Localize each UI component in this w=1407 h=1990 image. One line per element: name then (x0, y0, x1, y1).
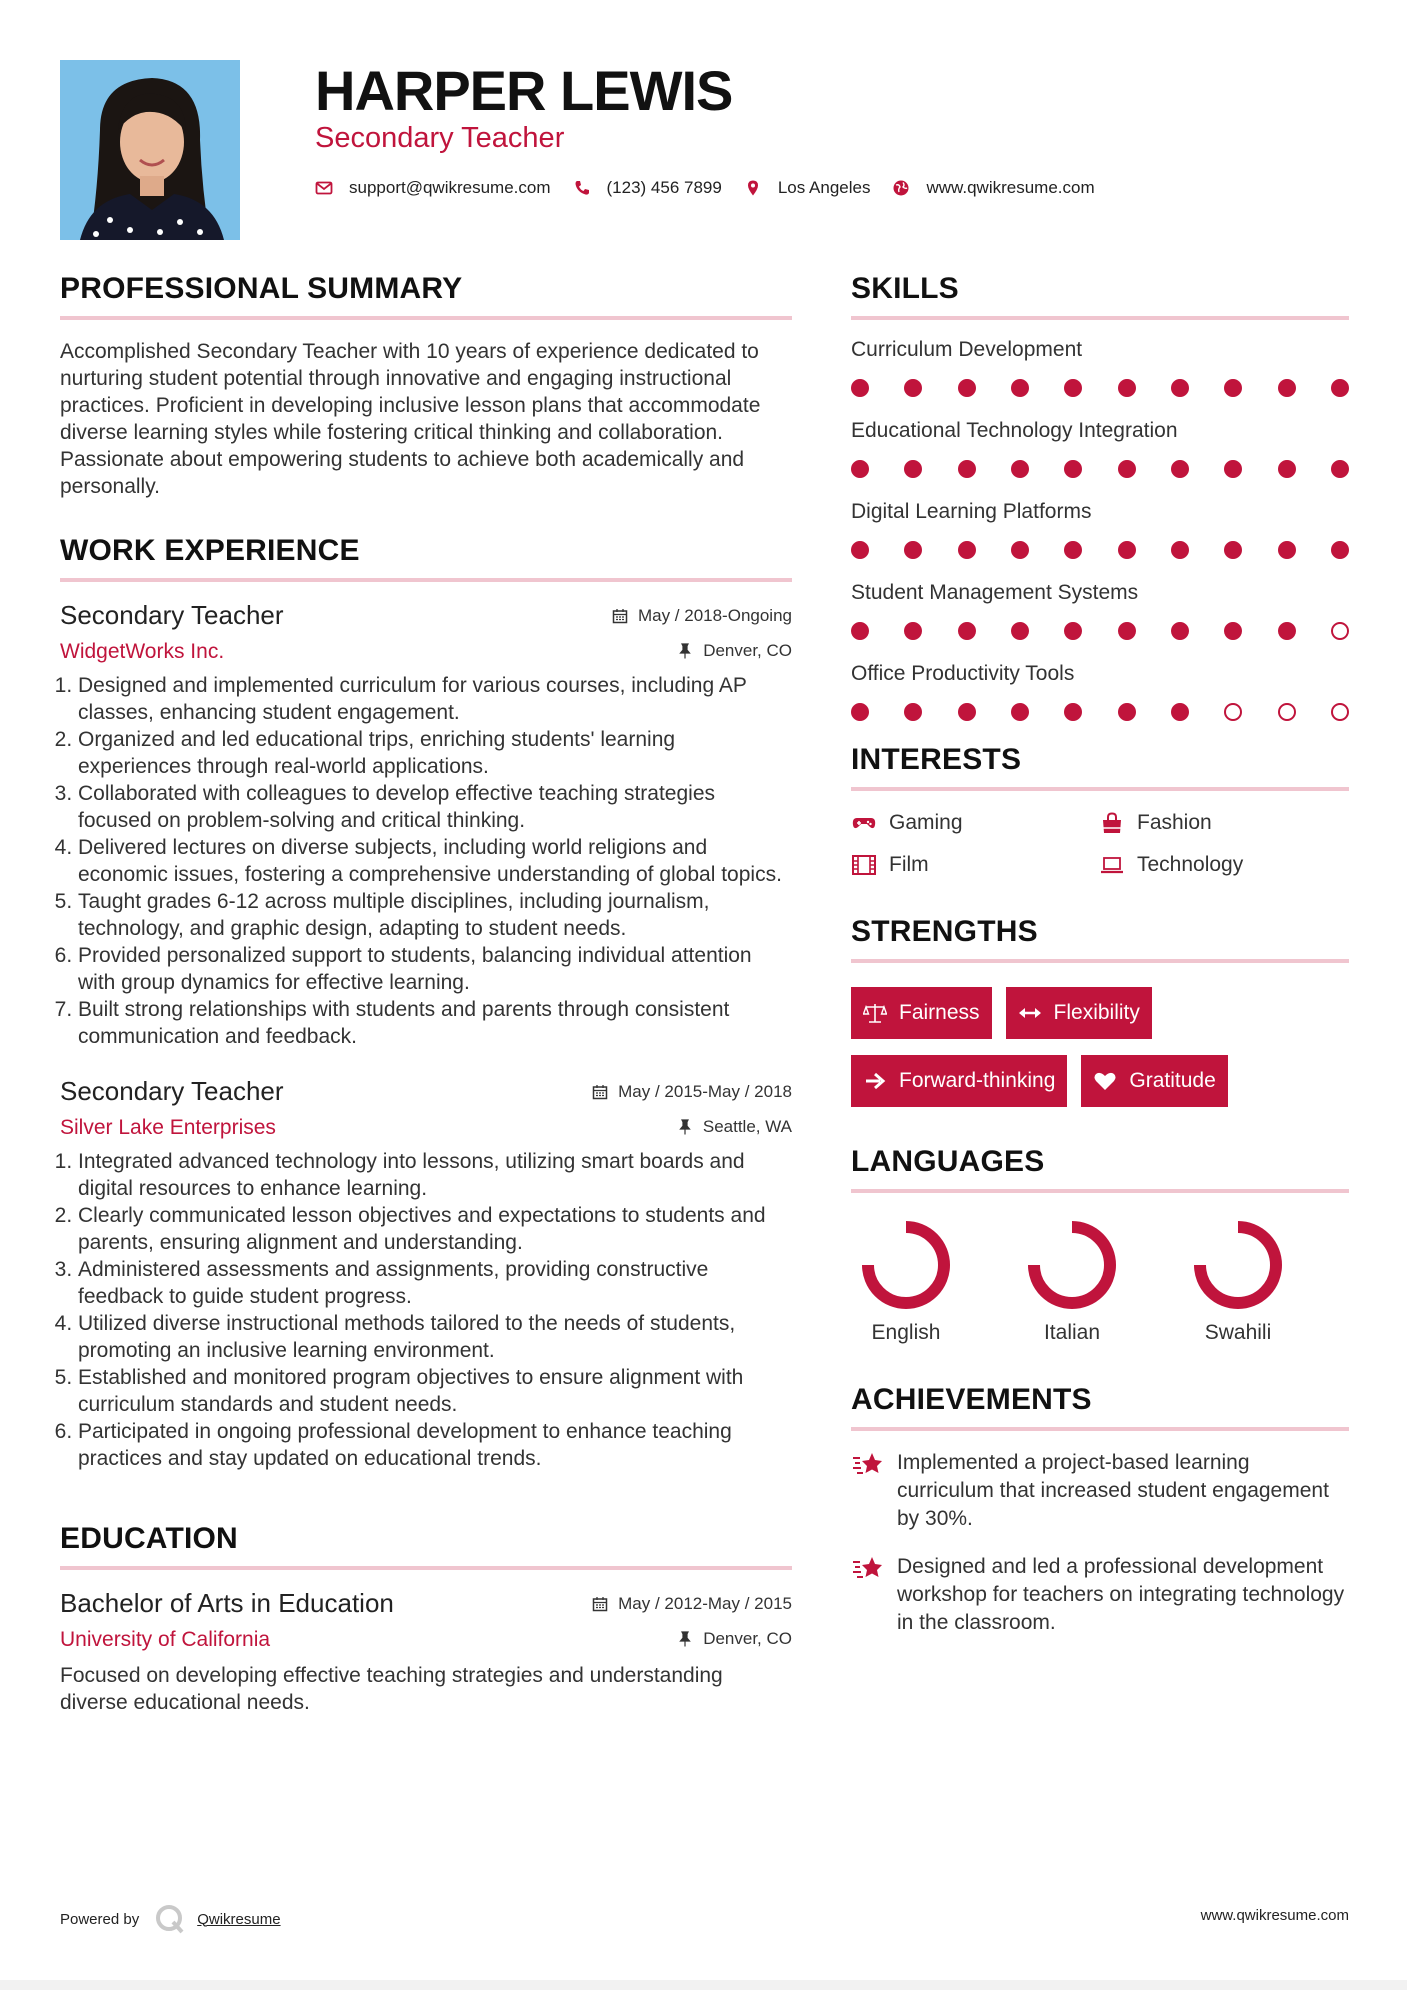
duty-item: 2. Clearly communicated lesson objectives and expectations to students and parents, ensuring alignment and understanding. (78, 1202, 792, 1256)
job-location: Denver, CO (677, 641, 792, 661)
duty-item: 5. Taught grades 6-12 across multiple disciplines, including journalism, technology, and graphic design, adapting to student needs. (78, 888, 792, 942)
skills-list (851, 338, 1349, 723)
rating-dot-filled (1331, 379, 1349, 397)
rating-dot-empty (1278, 703, 1296, 721)
rating-dot-filled (958, 703, 976, 721)
job-company: WidgetWorks Inc. (60, 640, 225, 663)
skill-name: Curriculum Development (851, 338, 1083, 361)
rating-dot-filled (958, 622, 976, 640)
heart-icon (1093, 1070, 1117, 1092)
rating-dot-filled (1171, 379, 1189, 397)
work-heading: WORK EXPERIENCE (60, 534, 792, 582)
interest-item: Gaming (851, 811, 1099, 835)
rating-dot-filled (1278, 622, 1296, 640)
job-duties (60, 672, 792, 1050)
bottom-strip (0, 1980, 1407, 1990)
gamepad-icon (851, 812, 877, 834)
qwikresume-logo-icon (153, 1902, 187, 1936)
rating-dot-filled (1011, 379, 1029, 397)
rating-dot-filled (1278, 379, 1296, 397)
pushpin-icon (677, 643, 693, 659)
calendar-icon (592, 1596, 608, 1612)
achievement-item: Implemented a project-based learning curriculum that increased student engagement by 30%. (851, 1449, 1349, 1533)
contact-location (744, 178, 871, 198)
right-column (851, 272, 1349, 1637)
language-name: Swahili (1204, 1321, 1272, 1344)
rating-dot-filled (1118, 622, 1136, 640)
contact-phone[interactable] (573, 178, 722, 198)
job-duties (60, 1148, 792, 1472)
job-company: Silver Lake Enterprises (60, 1116, 276, 1139)
footer-powered-by (60, 1902, 281, 1936)
language-item (851, 1215, 1017, 1345)
languages-list (851, 1215, 1349, 1345)
rating-dot-filled (851, 541, 869, 559)
left-column (60, 272, 792, 1716)
rating-dot-filled (1331, 460, 1349, 478)
language-proficiency-arc (868, 1227, 944, 1303)
rating-dot-filled (958, 379, 976, 397)
skill-rating (851, 460, 1349, 480)
skill-name: Digital Learning Platforms (851, 500, 1092, 523)
skill-name: Student Management Systems (851, 581, 1139, 604)
duty-item: 4. Utilized diverse instructional methods tailored to the needs of students, promoting an inclusive learning environment. (78, 1310, 792, 1364)
summary-heading: PROFESSIONAL SUMMARY (60, 272, 792, 320)
shopping-bag-icon (1099, 812, 1125, 834)
duty-item: 6. Participated in ongoing professional development to enhance teaching practices and stay updated on educational trends. (78, 1418, 792, 1472)
rating-dot-filled (1011, 703, 1029, 721)
education-entry (60, 1588, 792, 1716)
skill-name: Office Productivity Tools (851, 662, 1075, 685)
globe-icon (892, 179, 910, 197)
footer-url[interactable]: www.qwikresume.com (1200, 1907, 1349, 1924)
rating-dot-filled (1064, 703, 1082, 721)
rating-dot-filled (1118, 460, 1136, 478)
arrow-right-icon (863, 1070, 887, 1092)
pushpin-icon (677, 1631, 693, 1647)
summary-text: Accomplished Secondary Teacher with 10 years of experience dedicated to nurturing student potential through innovative and engaging instructional practices. Proficient in developing inclusive lesson plans that accommodate diverse learning styles while fostering critical thinking and collaboration. Passionate about empowering students to achieve both academically and personally. (60, 340, 761, 498)
language-proficiency-ring (1022, 1215, 1122, 1315)
skill-item (851, 500, 1349, 561)
duty-item: 1. Designed and implemented curriculum for various courses, including AP classes, enhancing student engagement. (78, 672, 792, 726)
rating-dot-filled (1064, 541, 1082, 559)
rating-dot-filled (958, 460, 976, 478)
languages-section (851, 1145, 1349, 1345)
envelope-icon (315, 179, 333, 197)
achievement-item: Designed and led a professional development workshop for teachers on integrating technology in the classroom. (851, 1553, 1349, 1637)
phone-icon (573, 179, 591, 197)
duty-item: 7. Built strong relationships with students and parents through consistent communication and feedback. (78, 996, 792, 1050)
strengths-section (851, 915, 1349, 1123)
rating-dot-filled (851, 703, 869, 721)
powered-by-label: Powered by (60, 1910, 140, 1928)
duty-item: 3. Administered assessments and assignments, providing constructive feedback to guide student progress. (78, 1256, 792, 1310)
rating-dot-filled (1011, 622, 1029, 640)
achievements-section (851, 1383, 1349, 1637)
rating-dot-filled (1278, 541, 1296, 559)
duty-item: 1. Integrated advanced technology into lessons, utilizing smart boards and digital resources to enhance learning. (78, 1148, 792, 1202)
skill-item (851, 338, 1349, 399)
skills-section (851, 272, 1349, 723)
strength-tag: Forward-thinking (851, 1055, 1067, 1107)
duty-item: 3. Collaborated with colleagues to develop effective teaching strategies focused on problem-solving and critical thinking. (78, 780, 792, 834)
rating-dot-filled (1064, 379, 1082, 397)
rating-dot-filled (1224, 460, 1242, 478)
rating-dot-filled (958, 541, 976, 559)
interest-item: Technology (1099, 853, 1349, 877)
degree: Bachelor of Arts in Education (60, 1588, 394, 1618)
skill-rating (851, 622, 1349, 642)
language-name: English (871, 1321, 941, 1344)
rating-dot-filled (1011, 460, 1029, 478)
arrows-horizontal-icon (1018, 1002, 1042, 1024)
laptop-icon (1099, 854, 1125, 876)
language-name: Italian (1043, 1321, 1101, 1344)
education-heading: EDUCATION (60, 1522, 792, 1570)
job-role: Secondary Teacher (60, 1076, 284, 1106)
skill-name: Educational Technology Integration (851, 419, 1178, 442)
rating-dot-filled (1171, 460, 1189, 478)
interest-item: Film (851, 853, 1099, 877)
school: University of California (60, 1628, 271, 1651)
education-description: Focused on developing effective teaching strategies and understanding diverse educational needs. (60, 1664, 723, 1714)
candidate-title: Secondary Teacher (315, 122, 565, 154)
duty-item: 6. Provided personalized support to students, balancing individual attention with group dynamics for effective learning. (78, 942, 792, 996)
duty-item: 2. Organized and led educational trips, enriching students' learning experiences through real-world applications. (78, 726, 792, 780)
rating-dot-filled (1331, 541, 1349, 559)
summary-section (60, 272, 792, 500)
language-proficiency-arc (1200, 1227, 1276, 1303)
rating-dot-empty (1224, 703, 1242, 721)
rating-dot-filled (1118, 703, 1136, 721)
calendar-icon (612, 608, 628, 624)
rating-dot-empty (1331, 622, 1349, 640)
qwikresume-link[interactable]: Qwikresume (197, 1910, 281, 1928)
interest-item: Fashion (1099, 811, 1349, 835)
rating-dot-filled (904, 541, 922, 559)
interests-section (851, 743, 1349, 877)
rating-dot-filled (1118, 379, 1136, 397)
calendar-icon (592, 1084, 608, 1100)
education-section (60, 1522, 792, 1716)
skill-rating (851, 541, 1349, 561)
phone-text: (123) 456 7899 (606, 178, 722, 197)
duty-item: 5. Established and monitored program objectives to ensure alignment with curriculum standards and student needs. (78, 1364, 792, 1418)
star-award-icon (851, 1553, 885, 1583)
strengths-heading: STRENGTHS (851, 915, 1349, 963)
rating-dot-filled (851, 622, 869, 640)
language-proficiency-ring (856, 1215, 956, 1315)
duty-item: 4. Delivered lectures on diverse subjects, including world religions and economic issues, fostering a comprehensive understanding of global topics. (78, 834, 792, 888)
rating-dot-filled (904, 460, 922, 478)
contact-bar (315, 178, 1117, 198)
rating-dot-filled (1224, 622, 1242, 640)
education-location: Denver, CO (677, 1629, 792, 1649)
language-item (1183, 1215, 1349, 1345)
rating-dot-filled (904, 622, 922, 640)
rating-dot-filled (1011, 541, 1029, 559)
rating-dot-filled (1278, 460, 1296, 478)
location-text: Los Angeles (777, 178, 871, 197)
education-date: May / 2012-May / 2015 (592, 1594, 792, 1614)
skill-item (851, 662, 1349, 723)
rating-dot-filled (904, 703, 922, 721)
rating-dot-filled (1064, 622, 1082, 640)
rating-dot-filled (1224, 379, 1242, 397)
pushpin-icon (677, 1119, 693, 1135)
rating-dot-empty (1331, 703, 1349, 721)
job-date: May / 2018-Ongoing (612, 606, 792, 626)
job-entry (60, 600, 792, 1050)
skill-rating (851, 379, 1349, 399)
rating-dot-filled (1224, 541, 1242, 559)
contact-website[interactable] (892, 178, 1094, 198)
strength-tag: Flexibility (1006, 987, 1152, 1039)
star-award-icon (851, 1449, 885, 1479)
film-icon (851, 854, 877, 876)
rating-dot-filled (1171, 622, 1189, 640)
interests-heading: INTERESTS (851, 743, 1349, 791)
job-date: May / 2015-May / 2018 (592, 1082, 792, 1102)
skills-heading: SKILLS (851, 272, 1349, 320)
rating-dot-filled (1171, 703, 1189, 721)
rating-dot-filled (1171, 541, 1189, 559)
map-pin-icon (744, 179, 762, 197)
balance-scale-icon (863, 1002, 887, 1024)
job-location: Seattle, WA (677, 1117, 792, 1137)
profile-photo (60, 60, 240, 240)
job-entry (60, 1076, 792, 1472)
strength-tag: Fairness (851, 987, 992, 1039)
achievements-heading: ACHIEVEMENTS (851, 1383, 1349, 1431)
languages-heading: LANGUAGES (851, 1145, 1349, 1193)
website-text: www.qwikresume.com (926, 178, 1095, 197)
candidate-name: HARPER LEWIS (315, 59, 733, 122)
skill-item (851, 581, 1349, 642)
rating-dot-filled (904, 379, 922, 397)
job-role: Secondary Teacher (60, 600, 284, 630)
skill-item (851, 419, 1349, 480)
rating-dot-filled (851, 379, 869, 397)
strength-tag: Gratitude (1081, 1055, 1227, 1107)
language-proficiency-arc (1034, 1227, 1110, 1303)
email-text: support@qwikresume.com (349, 178, 551, 197)
skill-rating (851, 703, 1349, 723)
rating-dot-filled (1118, 541, 1136, 559)
language-item (1017, 1215, 1183, 1345)
rating-dot-filled (851, 460, 869, 478)
language-proficiency-ring (1188, 1215, 1288, 1315)
work-section (60, 534, 792, 1472)
rating-dot-filled (1064, 460, 1082, 478)
contact-email[interactable] (315, 178, 551, 198)
